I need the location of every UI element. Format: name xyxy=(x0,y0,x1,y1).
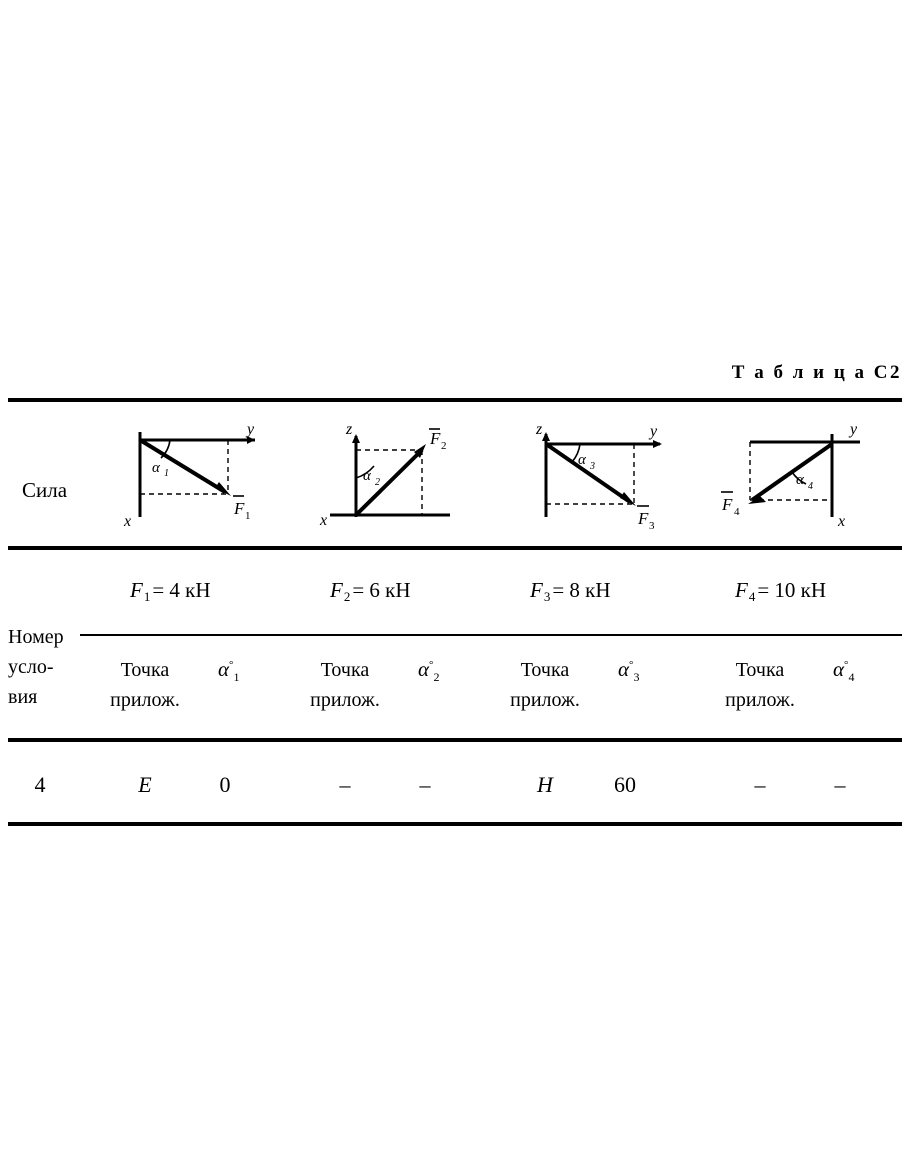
row-label-number xyxy=(8,622,64,712)
header-point-4 xyxy=(700,655,820,715)
header-alpha-1-unit: ° xyxy=(229,659,234,671)
force-diagram-1 xyxy=(110,422,310,542)
header-alpha-2-index: 2 xyxy=(433,670,440,684)
header-alpha-1-index: 1 xyxy=(233,670,240,684)
table-top-border xyxy=(8,398,902,402)
svg-text:F: F xyxy=(234,499,245,518)
svg-text:y: y xyxy=(247,422,255,438)
data-point-3: H xyxy=(537,772,553,797)
svg-text:z: z xyxy=(346,422,353,438)
header-alpha-2-unit: ° xyxy=(429,659,434,671)
svg-text:α: α xyxy=(796,472,804,488)
row-label-number-line2: усло- xyxy=(8,656,54,678)
header-point-3-line1: Точка xyxy=(520,659,570,681)
header-alpha-4 xyxy=(833,657,854,685)
header-point-1-line1: Точка xyxy=(120,659,170,681)
svg-text:x: x xyxy=(124,513,132,530)
force-symbol-3: F xyxy=(530,578,543,602)
table-caption: Т а б л и ц а С2 xyxy=(731,362,902,383)
svg-text:F: F xyxy=(722,495,733,514)
header-alpha-3-index: 3 xyxy=(633,670,640,684)
header-point-4-line2: прилож. xyxy=(725,689,795,711)
header-point-4-line1: Точка xyxy=(735,659,785,681)
svg-text:y: y xyxy=(850,422,858,438)
data-alpha-3: 60 xyxy=(614,772,636,797)
svg-text:4: 4 xyxy=(734,506,740,518)
header-point-2-line2: прилож. xyxy=(310,689,380,711)
data-point-1: E xyxy=(138,772,152,797)
header-alpha-3 xyxy=(618,657,639,685)
rule-under-magnitudes xyxy=(80,634,902,636)
force-symbol-4: F xyxy=(735,578,748,602)
svg-text:z: z xyxy=(536,422,543,438)
force-diagram-4 xyxy=(710,422,910,542)
force-index-4: 4 xyxy=(748,589,756,604)
force-magnitude-2 xyxy=(330,578,411,605)
force-symbol-1: F xyxy=(130,578,143,602)
force-index-1: 1 xyxy=(143,589,151,604)
force-magnitude-1 xyxy=(130,578,211,605)
header-alpha-4-index: 4 xyxy=(848,670,855,684)
force-index-2: 2 xyxy=(343,589,351,604)
force-diagram-2 xyxy=(310,422,510,542)
force-magnitude-4 xyxy=(735,578,826,605)
data-alpha-2: – xyxy=(419,772,431,797)
data-alpha-1: 0 xyxy=(219,772,231,797)
force-symbol-2: F xyxy=(330,578,343,602)
header-alpha-4-symbol: α xyxy=(833,657,845,681)
svg-text:2: 2 xyxy=(441,440,447,452)
svg-text:α: α xyxy=(578,452,586,468)
row-label-number-line3: вия xyxy=(8,686,38,708)
header-point-3-line2: прилож. xyxy=(510,689,580,711)
force-value-3: = 8 кН xyxy=(552,578,611,602)
svg-text:1: 1 xyxy=(164,468,169,479)
svg-text:α: α xyxy=(152,460,160,476)
svg-text:4: 4 xyxy=(808,481,813,492)
force-magnitude-3 xyxy=(530,578,611,605)
header-point-3 xyxy=(485,655,605,715)
header-alpha-2-symbol: α xyxy=(418,657,430,681)
svg-text:2: 2 xyxy=(375,477,380,488)
header-point-2-line1: Точка xyxy=(320,659,370,681)
data-point-2: – xyxy=(339,772,351,797)
row-label-number-line1: Номер xyxy=(8,626,64,648)
force-value-1: = 4 кН xyxy=(152,578,211,602)
svg-text:1: 1 xyxy=(245,510,251,522)
data-number: 4 xyxy=(34,772,46,797)
svg-text:y: y xyxy=(650,423,658,440)
header-point-1 xyxy=(85,655,205,715)
svg-text:x: x xyxy=(320,512,328,529)
data-point-4: – xyxy=(754,772,766,797)
header-alpha-1 xyxy=(218,657,239,685)
header-alpha-3-symbol: α xyxy=(618,657,630,681)
svg-text:α: α xyxy=(363,468,371,484)
force-value-4: = 10 кН xyxy=(757,578,827,602)
header-alpha-3-unit: ° xyxy=(629,659,634,671)
force-diagram-3 xyxy=(510,422,710,542)
svg-text:F: F xyxy=(638,509,649,528)
rule-under-diagrams xyxy=(8,546,902,550)
header-alpha-4-unit: ° xyxy=(844,659,849,671)
svg-text:3: 3 xyxy=(590,461,595,472)
data-alpha-4: – xyxy=(834,772,846,797)
svg-text:3: 3 xyxy=(649,520,655,532)
header-alpha-1-symbol: α xyxy=(218,657,230,681)
svg-text:x: x xyxy=(838,513,846,530)
force-index-3: 3 xyxy=(543,589,551,604)
row-label-force: Сила xyxy=(22,478,68,502)
header-point-1-line2: прилож. xyxy=(110,689,180,711)
rule-under-headers xyxy=(8,738,902,742)
force-value-2: = 6 кН xyxy=(352,578,411,602)
header-point-2 xyxy=(285,655,405,715)
svg-text:F: F xyxy=(430,429,441,448)
header-alpha-2 xyxy=(418,657,439,685)
table-bottom-border xyxy=(8,822,902,826)
